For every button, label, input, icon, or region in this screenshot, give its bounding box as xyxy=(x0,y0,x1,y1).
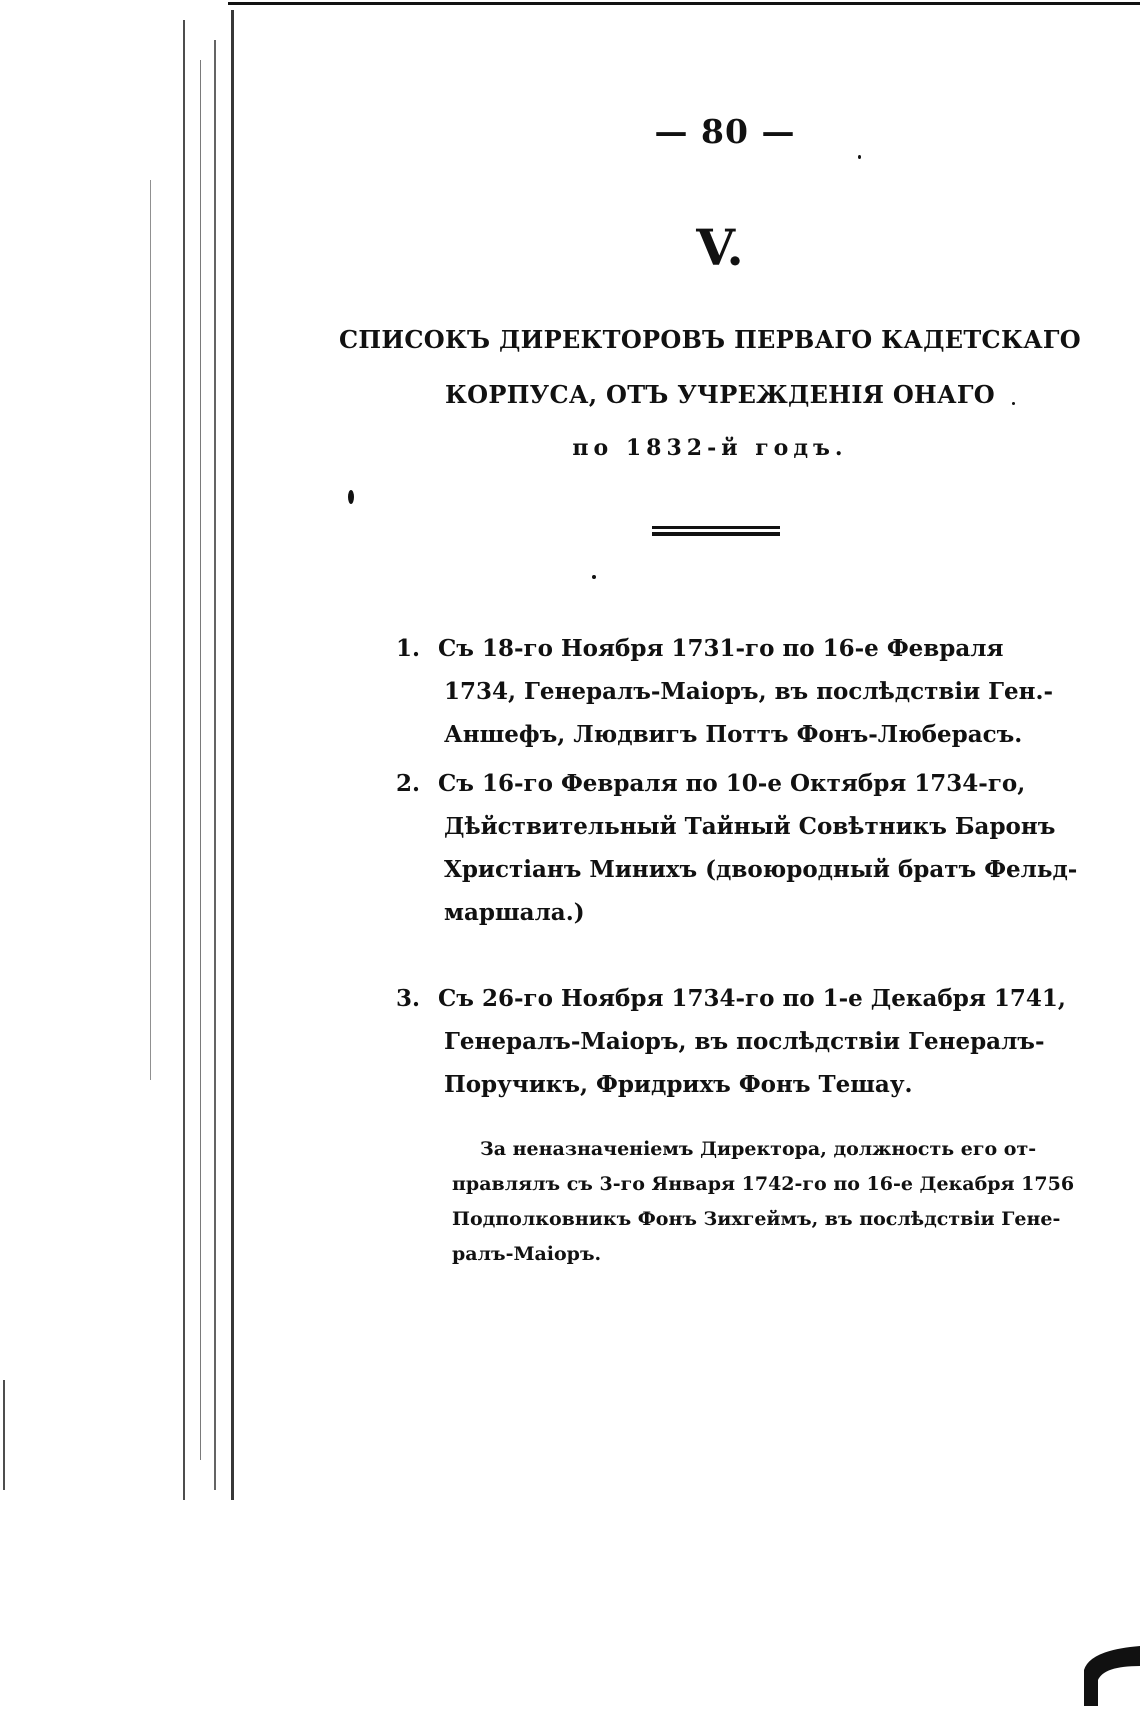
entry-text: Съ 16-го Февраля по 10-е Октября 1734-го, xyxy=(438,770,1026,797)
entry-line xyxy=(396,762,1076,805)
scan-top-edge xyxy=(228,2,1140,5)
scan-corner-mark xyxy=(1080,1640,1140,1710)
entry-number: 3. xyxy=(396,985,421,1012)
entry-line: Поручикъ, Фридрихъ Фонъ Тешау. xyxy=(444,1071,913,1098)
entry-text: Съ 26-го Ноября 1734-го по 1-е Декабря 1741, xyxy=(438,985,1066,1012)
entry-line xyxy=(396,977,1076,1020)
entry-line: маршала.) xyxy=(444,899,585,926)
page-number: — 80 — xyxy=(654,112,796,151)
entry-number: 1. xyxy=(396,635,421,662)
scan-speck xyxy=(348,490,354,504)
entry-line xyxy=(396,627,1076,670)
scan-binding-gutter xyxy=(0,0,240,1505)
list-item xyxy=(396,627,1076,756)
scan-speck xyxy=(592,575,596,579)
section-numeral: V. xyxy=(696,218,744,277)
list-item xyxy=(396,762,1076,934)
entry-number: 2. xyxy=(396,770,421,797)
scan-speck xyxy=(858,155,861,159)
note-line: правлялъ съ 3-го Января 1742-го по 16-е Декабря 1756 xyxy=(452,1173,1075,1195)
entry-line: Христіанъ Минихъ (двоюродный братъ Фельд- xyxy=(444,856,1078,883)
decorative-double-rule xyxy=(652,526,780,537)
note-line: Подполковникъ Фонъ Зихгеймъ, въ послѣдствіи Гене- xyxy=(452,1208,1061,1230)
entry-line: Аншефъ, Людвигъ Поттъ Фонъ-Люберасъ. xyxy=(444,721,1023,748)
note-line: ралъ-Маіоръ. xyxy=(452,1243,602,1265)
note-paragraph xyxy=(452,1132,1092,1272)
title-line-1: СПИСОКЪ ДИРЕКТОРОВЪ ПЕРВАГО КАДЕТСКАГО xyxy=(339,325,1081,354)
title-line-2: КОРПУСА, ОТЪ УЧРЕЖДЕНІЯ ОНАГО xyxy=(445,380,995,409)
entry-line: 1734, Генералъ-Маіоръ, въ послѣдствіи Ген.- xyxy=(444,678,1054,705)
entry-line: Дѣйствительный Тайный Совѣтникъ Баронъ xyxy=(444,813,1056,840)
title-line-3: по 1832-й годъ. xyxy=(572,435,848,461)
list-item xyxy=(396,977,1076,1106)
entry-line: Генералъ-Маіоръ, въ послѣдствіи Генералъ- xyxy=(444,1028,1045,1055)
note-line: За неназначеніемъ Директора, должность его от- xyxy=(480,1138,1037,1160)
entry-text: Съ 18-го Ноября 1731-го по 16-е Февраля xyxy=(438,635,1004,662)
